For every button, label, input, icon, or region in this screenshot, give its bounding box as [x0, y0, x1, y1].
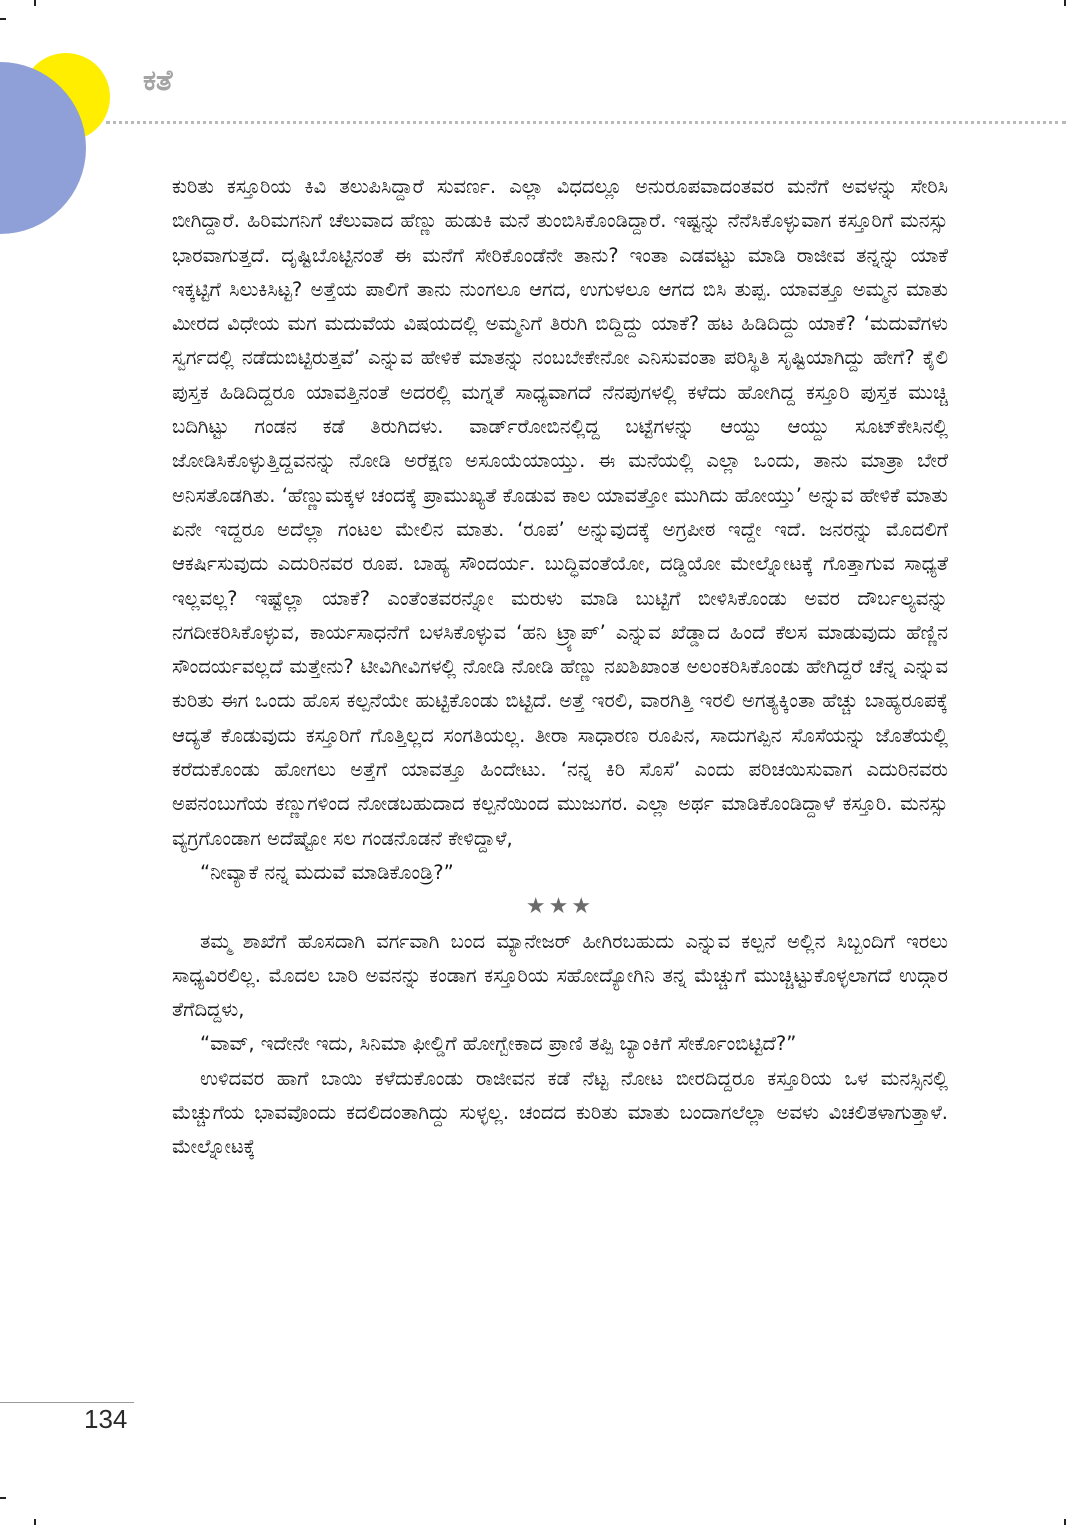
section-title: ಕತೆ — [143, 63, 173, 97]
crop-mark-bottom-center — [34, 1519, 36, 1525]
crop-mark-top-left — [0, 18, 6, 20]
section-separator: ★★★ — [525, 894, 595, 920]
paragraph-dialogue: “ವಾವ್, ಇದೇನೇ ಇದು, ಸಿನಿಮಾ ಫೀಲ್ಡಿಗೆ ಹೋಗ್ಬೇಕಾದ ಪ್ರಾಣಿ ತಪ್ಪಿ ಬ್ಯಾಂಕಿಗೆ ಸೇರ್ಕೊಂಬಿಟ್ಟಿದೆ?” — [200, 1032, 797, 1056]
crop-mark-top-center — [34, 0, 36, 6]
paragraph: ಕುರಿತು ಕಸ್ತೂರಿಯ ಕಿವಿ ತಲುಪಿಸಿದ್ದಾರೆ ಸುವರ್ಣ. ಎಲ್ಲಾ ವಿಧದಲ್ಲೂ ಅನುರೂಪವಾದಂತವರ ಮನೆಗೆ ಅವಳನ್ನು ಸೇರಿಸಿ ಬೀಗಿದ್ದಾರೆ. ಹಿರಿಮಗನಿಗೆ ಚೆಲುವಾದ ಹೆಣ್ಣು ಹುಡುಕಿ ಮನೆ ತುಂಬಿಸಿಕೊಂಡಿದ್ದಾರೆ. ಇಷ್ಟನ್ನು ನೆನೆಸಿಕೊಳ್ಳುವಾಗ ಕಸ್ತೂರಿಗೆ ಮನಸ್ಸು ಭಾರವಾಗುತ್ತದೆ. ದೃಷ್ಟಿಬೊಟ್ಟಿನಂತೆ ಈ ಮನೆಗೆ ಸೇರಿಕೊಂಡೆನೇ ತಾನು? ಇಂತಾ ಎಡವಟ್ಟು ಮಾಡಿ ರಾಜೀವ ತನ್ನನ್ನು ಯಾಕೆ ಇಕ್ಕಟ್ಟಿಗೆ ಸಿಲುಕಿಸಿಟ್ಟ? ಅತ್ತೆಯ ಪಾಲಿಗೆ ತಾನು ನುಂಗಲೂ ಆಗದ, ಉಗುಳಲೂ ಆಗದ ಬಿಸಿ ತುಪ್ಪ. ಯಾವತ್ತೂ ಅಮ್ಮನ ಮಾತು ಮೀರದ ವಿಧೇಯ ಮಗ ಮದುವೆಯ ವಿಷಯದಲ್ಲಿ ಅಮ್ಮನಿಗೆ ತಿರುಗಿ ಬಿದ್ದಿದ್ದು ಯಾಕೆ? ಹಟ ಹಿಡಿದಿದ್ದು ಯಾಕೆ? ‘ಮದುವೆಗಳು ಸ್ವರ್ಗದಲ್ಲಿ ನಡೆದುಬಿಟ್ಟಿರುತ್ತವೆ’ ಎನ್ನುವ ಹೇಳಿಕೆ ಮಾತನ್ನು ನಂಬಬೇಕೇನೋ ಎನಿಸುವಂತಾ ಪರಿಸ್ಥಿತಿ ಸೃಷ್ಟಿಯಾಗಿದ್ದು ಹೇಗೆ? ಕೈಲಿ ಪುಸ್ತಕ ಹಿಡಿದಿದ್ದರೂ ಯಾವತ್ತಿನಂತೆ ಅದರಲ್ಲಿ ಮಗ್ನತೆ ಸಾಧ್ಯವಾಗದೆ ನೆನಪುಗಳಲ್ಲಿ ಕಳೆದು ಹೋಗಿದ್ದ ಕಸ್ತೂರಿ ಪುಸ್ತಕ ಮುಚ್ಚಿ ಬದಿಗಿಟ್ಟು ಗಂಡನ ಕಡೆ ತಿರುಗಿದಳು. ವಾರ್ಡ್‌ರೋಬಿನಲ್ಲಿದ್ದ ಬಟ್ಟೆಗಳನ್ನು ಆಯ್ದು ಆಯ್ದು ಸೂಟ್‌ಕೇಸಿನಲ್ಲಿ ಜೋಡಿಸಿಕೊಳ್ಳುತ್ತಿದ್ದವನನ್ನು ನೋಡಿ ಅರೆಕ್ಷಣ ಅಸೂಯೆಯಾಯ್ತು. ಈ ಮನೆಯಲ್ಲಿ ಎಲ್ಲಾ ಒಂದು, ತಾನು ಮಾತ್ರಾ ಬೇರೆ ಅನಿಸತೊಡಗಿತು. ‘ಹೆಣ್ಣುಮಕ್ಕಳ ಚಂದಕ್ಕೆ ಪ್ರಾಮುಖ್ಯತೆ ಕೊಡುವ ಕಾಲ ಯಾವತ್ತೋ ಮುಗಿದು ಹೋಯ್ತು’ ಅನ್ನುವ ಹೇಳಿಕೆ ಮಾತು ಏನೇ ಇದ್ದರೂ ಅದೆಲ್ಲಾ ಗಂಟಲ ಮೇಲಿನ ಮಾತು. ‘ರೂಪ’ ಅನ್ನುವುದಕ್ಕೆ ಅಗ್ರಪೀಠ ಇದ್ದೇ ಇದೆ. ಜನರನ್ನು ಮೊದಲಿಗೆ ಆಕರ್ಷಿಸುವುದು ಎದುರಿನವರ ರೂಪ. ಬಾಹ್ಯ ಸೌಂದರ್ಯ. ಬುದ್ಧಿವಂತೆಯೋ, ದಡ್ಡಿಯೋ ಮೇಲ್ನೋಟಕ್ಕೆ ಗೊತ್ತಾಗುವ ಸಾಧ್ಯತೆ ಇಲ್ಲವಲ್ಲ? ಇಷ್ಟೆಲ್ಲಾ ಯಾಕೆ? ಎಂತೆಂತವರನ್ನೋ ಮರುಳು ಮಾಡಿ ಬುಟ್ಟಿಗೆ ಬೀಳಿಸಿಕೊಂಡು ಅವರ ದೌರ್ಬಲ್ಯವನ್ನು ನಗದೀಕರಿಸಿಕೊಳ್ಳುವ, ಕಾರ್ಯಸಾಧನೆಗೆ ಬಳಸಿಕೊಳ್ಳುವ ‘ಹನಿ ಟ್ರ್ಯಾಪ್’ ಎನ್ನುವ ಖೆಡ್ಡಾದ ಹಿಂದೆ ಕೆಲಸ ಮಾಡುವುದು ಹೆಣ್ಣಿನ ಸೌಂದರ್ಯವಲ್ಲದೆ ಮತ್ತೇನು? ಟೀವಿಗೀವಿಗಳಲ್ಲಿ ನೋಡಿ ನೋಡಿ ಹೆಣ್ಣು ನಖಶಿಖಾಂತ ಅಲಂಕರಿಸಿಕೊಂಡು ಹೇಗಿದ್ದರೆ ಚೆನ್ನ ಎನ್ನುವ ಕುರಿತು ಈಗ ಒಂದು ಹೊಸ ಕಲ್ಪನೆಯೇ ಹುಟ್ಟಿಕೊಂಡು ಬಿಟ್ಟಿದೆ. ಅತ್ತೆ ಇರಲಿ, ವಾರಗಿತ್ತಿ ಇರಲಿ ಅಗತ್ಯಕ್ಕಿಂತಾ ಹೆಚ್ಚು ಬಾಹ್ಯರೂಪಕ್ಕೆ ಆದ್ಯತೆ ಕೊಡುವುದು ಕಸ್ತೂರಿಗೆ ಗೊತ್ತಿಲ್ಲದ ಸಂಗತಿಯಲ್ಲ. ತೀರಾ ಸಾಧಾರಣ ರೂಪಿನ, ಸಾದುಗಪ್ಪಿನ ಸೊಸೆಯನ್ನು ಜೊತೆಯಲ್ಲಿ ಕರೆದುಕೊಂಡು ಹೋಗಲು ಅತ್ತೆಗೆ ಯಾವತ್ತೂ ಹಿಂದೇಟು. ‘ನನ್ನ ಕಿರಿ ಸೊಸೆ’ ಎಂದು ಪರಿಚಯಿಸುವಾಗ ಎದುರಿನವರು ಅಪನಂಬುಗೆಯ ಕಣ್ಣುಗಳಿಂದ ನೋಡಬಹುದಾದ ಕಲ್ಪನೆಯಿಂದ ಮುಜುಗರ. ಎಲ್ಲಾ ಅರ್ಥ ಮಾಡಿಕೊಂಡಿದ್ದಾಳೆ ಕಸ್ತೂರಿ. ಮನಸ್ಸು ವ್ಯಗ್ರಗೊಂಡಾಗ ಅದೆಷ್ಟೋ ಸಲ ಗಂಡನೊಡನೆ ಕೇಳಿದ್ದಾಳೆ, — [172, 175, 948, 850]
crop-mark-bottom-left — [0, 1497, 6, 1499]
page-number: 134 — [84, 1404, 128, 1434]
crop-mark-top-right — [1064, 0, 1066, 6]
story-body — [172, 170, 948, 1165]
paragraph-dialogue: “ನೀವ್ಯಾಕೆ ನನ್ನ ಮದುವೆ ಮಾಡಿಕೊಂಡ್ರಿ?” — [200, 860, 454, 884]
paragraph: ಉಳಿದವರ ಹಾಗೆ ಬಾಯಿ ಕಳೆದುಕೊಂಡು ರಾಜೀವನ ಕಡೆ ನೆಟ್ಟ ನೋಟ ಬೀರದಿದ್ದರೂ ಕಸ್ತೂರಿಯ ಒಳ ಮನಸ್ಸಿನಲ್ಲಿ ಮೆಚ್ಚುಗೆಯ ಭಾವವೊಂದು ಕದಲಿದಂತಾಗಿದ್ದು ಸುಳ್ಳಲ್ಲ. ಚಂದದ ಕುರಿತು ಮಾತು ಬಂದಾಗಲೆಲ್ಲಾ ಅವಳು ವಿಚಲಿತಳಾಗುತ್ತಾಳೆ. ಮೇಲ್ನೋಟಕ್ಕೆ — [172, 1066, 948, 1159]
header-dotted-rule — [106, 121, 1066, 124]
footer-rule — [0, 1402, 134, 1403]
crop-mark-bottom-right — [1064, 1519, 1066, 1525]
paragraph: ತಮ್ಮ ಶಾಖೆಗೆ ಹೊಸದಾಗಿ ವರ್ಗವಾಗಿ ಬಂದ ಮ್ಯಾನೇಜರ್ ಹೀಗಿರಬಹುದು ಎನ್ನುವ ಕಲ್ಪನೆ ಅಲ್ಲಿನ ಸಿಬ್ಬಂದಿಗೆ ಇರಲು ಸಾಧ್ಯವಿರಲಿಲ್ಲ. ಮೊದಲ ಬಾರಿ ಅವನನ್ನು ಕಂಡಾಗ ಕಸ್ತೂರಿಯ ಸಹೋದ್ಯೋಗಿನಿ ತನ್ನ ಮೆಚ್ಚುಗೆ ಮುಚ್ಚಿಟ್ಟುಕೊಳ್ಳಲಾಗದೆ ಉದ್ಗಾರ ತೆಗೆದಿದ್ದಳು, — [172, 929, 948, 1022]
